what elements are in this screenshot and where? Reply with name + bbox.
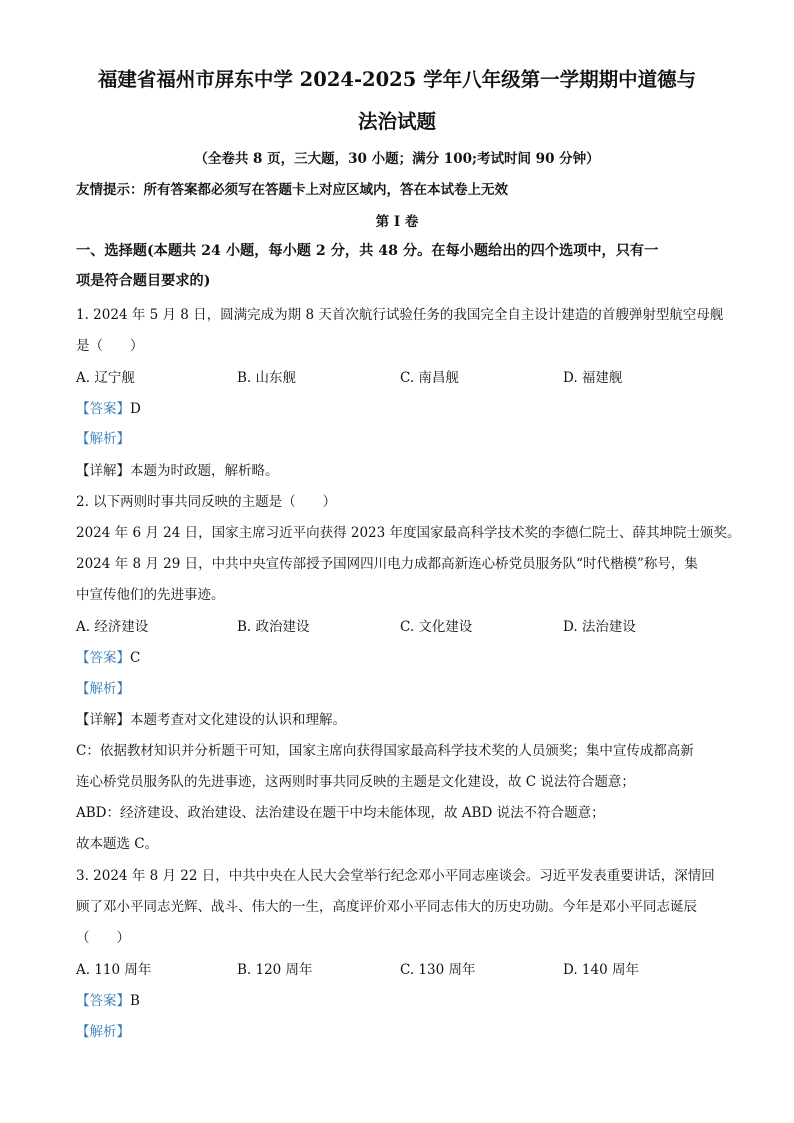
q1-option-b: B. 山东舰: [237, 370, 297, 386]
q2-option-b: B. 政治建设: [237, 619, 310, 635]
q3-stem-line1: 3. 2024 年 8 月 22 日，中共中央在人民大会堂举行纪念邓小平同志座谈会。习近平发表重要讲话，深情回: [76, 868, 715, 884]
q2-option-a: A. 经济建设: [76, 619, 149, 635]
detail-label: 【详解】: [76, 712, 130, 728]
exam-meta: （全卷共 8 页，三大题，30 小题；满分 100;考试时间 90 分钟）: [194, 151, 600, 167]
q3-analysis: [76, 1020, 130, 1040]
analysis-label: 【解析】: [76, 681, 130, 697]
q1-detail-text: 本题为时政题，解析略。: [130, 463, 279, 479]
q2-c-analysis-line1: C：依据教材知识并分析题干可知，国家主席向获得国家最高科学技术奖的人员颁奖；集中宣传成都高新: [76, 743, 694, 759]
q2-material-2-line1: 2024 年 8 月 29 日，中共中央宣传部授予国网四川电力成都高新连心桥党员服务队“时代楷模”称号，集: [76, 556, 698, 572]
section-heading-line1: 一、选择题(本题共 24 小题，每小题 2 分，共 48 分。在每小题给出的四个选项中，只有一: [76, 243, 659, 259]
q3-option-a: A. 110 周年: [76, 962, 152, 978]
q1-stem-line2: 是（ ）: [76, 338, 144, 354]
q2-answer-value: C: [130, 650, 141, 666]
exam-title-line1: 福建省福州市屏东中学 2024-2025 学年八年级第一学期期中道德与: [97, 68, 697, 91]
analysis-label: 【解析】: [76, 1024, 130, 1040]
q1-answer-value: D: [130, 401, 141, 417]
q2-material-1: 2024 年 6 月 24 日，国家主席习近平向获得 2023 年度国家最高科学技术奖的李德仁院士、薛其坤院士颁奖。: [76, 525, 741, 541]
q2-option-c: C. 文化建设: [400, 619, 473, 635]
volume-heading: 第 I 卷: [375, 214, 419, 230]
q3-answer-value: B: [130, 993, 140, 1009]
q3-option-d: D. 140 周年: [563, 962, 639, 978]
answer-label: 【答案】: [76, 650, 130, 666]
q2-option-d: D. 法治建设: [563, 619, 636, 635]
q1-stem-line1: 1. 2024 年 5 月 8 日，圆满完成为期 8 天首次航行试验任务的我国完全自主设计建造的首艘弹射型航空母舰: [76, 307, 724, 323]
exam-notice: 友情提示：所有答案都必须写在答题卡上对应区域内，答在本试卷上无效: [76, 182, 508, 198]
answer-label: 【答案】: [76, 401, 130, 417]
q1-answer: [76, 397, 141, 417]
detail-label: 【详解】: [76, 463, 130, 479]
answer-label: 【答案】: [76, 993, 130, 1009]
q2-detail-text: 本题考查对文化建设的认识和理解。: [130, 712, 346, 728]
q3-answer: [76, 989, 140, 1009]
q1-option-d: D. 福建舰: [563, 370, 623, 386]
q1-detail: [76, 459, 279, 479]
q2-analysis: [76, 677, 130, 697]
q1-option-a: A. 辽宁舰: [76, 370, 135, 386]
q2-material-2-line2: 中宣传他们的先进事迹。: [76, 587, 225, 603]
q2-stem: 2. 以下两则时事共同反映的主题是（ ）: [76, 494, 337, 510]
q2-abd-analysis: ABD：经济建设、政治建设、法治建设在题干中均未能体现，故 ABD 说法不符合题意；: [76, 805, 605, 821]
q2-c-analysis-line2: 连心桥党员服务队的先进事迹，这两则时事共同反映的主题是文化建设，故 C 说法符合题意；: [76, 774, 635, 790]
analysis-label: 【解析】: [76, 431, 130, 447]
q1-analysis: [76, 427, 130, 447]
q2-answer: [76, 646, 140, 666]
q2-detail: [76, 708, 346, 728]
q1-option-c: C. 南昌舰: [400, 370, 459, 386]
section-heading-line2: 项是符合题目要求的): [76, 273, 211, 289]
q3-option-c: C. 130 周年: [400, 962, 476, 978]
q3-stem-line2: 顾了邓小平同志光辉、战斗、伟大的一生，高度评价邓小平同志伟大的历史功勋。今年是邓小平同志诞辰: [76, 899, 697, 915]
exam-title-line2: 法治试题: [357, 110, 436, 133]
q3-stem-line3: （ ）: [76, 930, 130, 946]
q3-option-b: B. 120 周年: [237, 962, 313, 978]
q2-conclusion: 故本题选 C。: [76, 836, 159, 852]
